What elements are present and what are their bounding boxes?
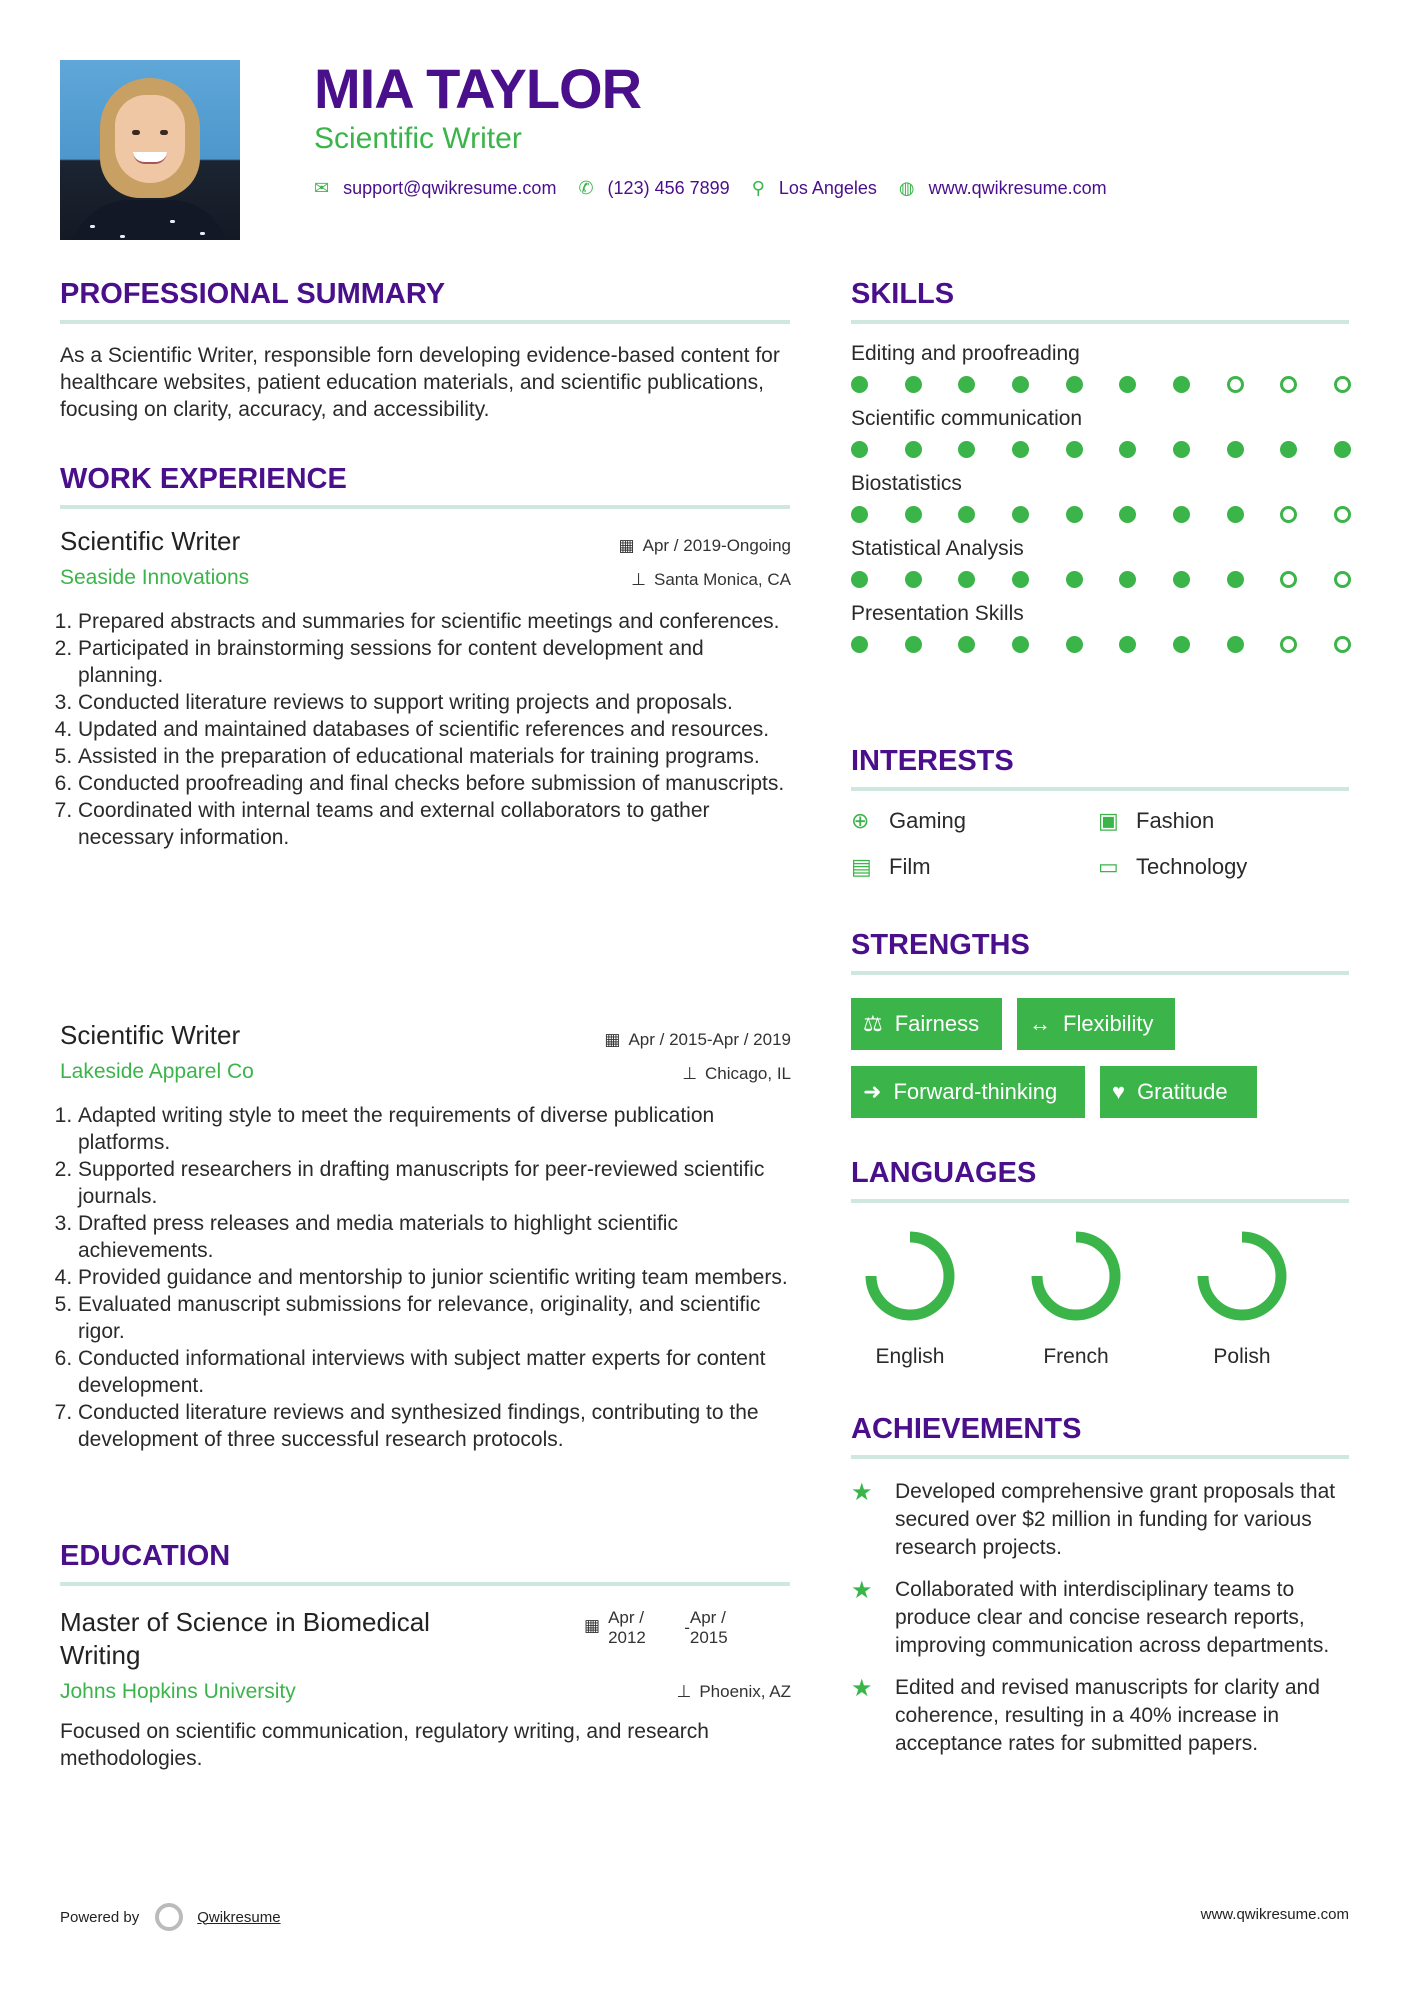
summary-text: As a Scientific Writer, responsible forn developing evidence-based content for healthcare websites, patient education materials, and scientific publications, focusing on clarity, accuracy, and accessibility.	[60, 344, 780, 421]
rating-dot-filled	[851, 571, 868, 588]
language-item	[1016, 1226, 1136, 1369]
contact-location: Los Angeles	[778, 178, 877, 198]
rating-dot-filled	[1227, 636, 1244, 653]
skill-rating	[851, 636, 1351, 653]
section-rule	[60, 320, 790, 324]
language-item	[1182, 1226, 1302, 1369]
list-item: 5. Assisted in the preparation of educational materials for training programs.	[78, 743, 790, 770]
calendar-icon: ▦	[584, 1616, 601, 1635]
rating-dot-filled	[851, 441, 868, 458]
section-rule	[851, 320, 1349, 324]
footer-site[interactable]: www.qwikresume.com	[1200, 1906, 1349, 1923]
skills-heading: SKILLS	[851, 278, 955, 310]
languages-heading: LANGUAGES	[851, 1157, 1037, 1189]
rating-dot-filled	[1173, 441, 1190, 458]
job-responsibilities	[60, 608, 790, 851]
arrow-right-icon: ➜	[863, 1079, 882, 1104]
scale-icon: ⚖	[863, 1011, 883, 1036]
job-date: ▦ Apr / 2019-Ongoing	[618, 536, 791, 555]
language-label: English	[875, 1345, 945, 1368]
list-item: 6. Conducted proofreading and final checks before submission of manuscripts.	[78, 770, 790, 797]
rating-dot-filled	[1227, 441, 1244, 458]
star-icon: ★	[851, 1675, 873, 1702]
rating-dot-empty	[1280, 636, 1297, 653]
pin-icon: ⊥	[676, 1682, 692, 1701]
list-item: 7. Coordinated with internal teams and external collaborators to gather necessary information.	[78, 797, 790, 851]
section-rule	[60, 1582, 790, 1586]
rating-dot-filled	[1066, 636, 1083, 653]
rating-dot-filled	[1119, 636, 1136, 653]
skills-list	[851, 342, 1351, 653]
interest-item: ▭ Technology	[1098, 854, 1248, 879]
rating-dot-filled	[958, 506, 975, 523]
section-rule	[851, 787, 1349, 791]
job-title: Scientific Writer	[60, 1020, 241, 1050]
rating-dot-filled	[905, 571, 922, 588]
skill-name: Presentation Skills	[851, 602, 1024, 625]
education-location: ⊥ Phoenix, AZ	[676, 1682, 791, 1701]
education-heading: EDUCATION	[60, 1540, 231, 1572]
rating-dot-empty	[1227, 376, 1244, 393]
interest-item: ▣ Fashion	[1098, 808, 1215, 833]
footer-brand-link[interactable]: Qwikresume	[197, 1908, 281, 1926]
language-level-arc	[1037, 1237, 1115, 1315]
star-icon: ★	[851, 1479, 873, 1506]
language-item	[850, 1226, 970, 1369]
list-item: 6. Conducted informational interviews with subject matter experts for content development.	[78, 1345, 790, 1399]
rating-dot-filled	[1173, 571, 1190, 588]
rating-dot-empty	[1334, 636, 1351, 653]
rating-dot-filled	[1173, 506, 1190, 523]
rating-dot-empty	[1280, 376, 1297, 393]
achievements-list	[851, 1478, 1351, 1758]
rating-dot-filled	[1119, 571, 1136, 588]
job-responsibilities	[60, 1102, 790, 1453]
rating-dot-filled	[851, 506, 868, 523]
shopping-bag-icon: ▣	[1098, 808, 1119, 833]
degree-title: Master of Science in Biomedical Writing	[60, 1607, 430, 1670]
rating-dot-filled	[1012, 506, 1029, 523]
skill-rating	[851, 571, 1351, 588]
list-item: 3. Drafted press releases and media materials to highlight scientific achievements.	[78, 1210, 790, 1264]
skill-name: Editing and proofreading	[851, 342, 1080, 365]
list-item: 4. Provided guidance and mentorship to junior scientific writing team members.	[78, 1264, 790, 1291]
rating-dot-filled	[1119, 376, 1136, 393]
rating-dot-filled	[1012, 571, 1029, 588]
job-company: Seaside Innovations	[60, 566, 250, 589]
list-item: 7. Conducted literature reviews and synthesized findings, contributing to the development of three successful research protocols.	[78, 1399, 790, 1453]
heart-icon: ♥	[1112, 1079, 1126, 1104]
job-title: Scientific Writer	[60, 526, 241, 556]
globe-icon: ◍	[898, 178, 915, 198]
rating-dot-filled	[1012, 441, 1029, 458]
rating-dot-filled	[851, 636, 868, 653]
list-item: 3. Conducted literature reviews to support writing projects and proposals.	[78, 689, 790, 716]
summary-heading: PROFESSIONAL SUMMARY	[60, 278, 446, 310]
interests-heading: INTERESTS	[851, 745, 1014, 777]
list-item: 2. Participated in brainstorming sessions for content development and planning.	[78, 635, 790, 689]
skill-rating	[851, 376, 1351, 393]
language-label: French	[1043, 1345, 1109, 1368]
qwikresume-logo-icon	[155, 1903, 183, 1931]
map-marker-icon: ⚲	[751, 178, 765, 198]
achievement-item: ★ Edited and revised manuscripts for clarity and coherence, resulting in a 40% increase in acceptance rates for submitted papers.	[851, 1674, 1351, 1758]
skill-name: Biostatistics	[851, 472, 962, 495]
rating-dot-filled	[1227, 506, 1244, 523]
achievement-item: ★ Collaborated with interdisciplinary teams to produce clear and concise research reports, improving communication across departments.	[851, 1576, 1351, 1660]
strength-chip: ♥ Gratitude	[1100, 1066, 1257, 1118]
film-icon: ▤	[851, 854, 872, 879]
rating-dot-filled	[1066, 506, 1083, 523]
rating-dot-filled	[1012, 636, 1029, 653]
arrows-horizontal-icon: ↔	[1029, 1011, 1051, 1036]
achievement-item: ★ Developed comprehensive grant proposals that secured over $2 million in funding for various research projects.	[851, 1478, 1351, 1562]
pin-icon: ⊥	[682, 1064, 697, 1083]
rating-dot-filled	[905, 441, 922, 458]
list-item: 1. Prepared abstracts and summaries for scientific meetings and conferences.	[78, 608, 790, 635]
interest-item: ⊕ Gaming	[851, 808, 967, 833]
language-ring	[1026, 1226, 1126, 1326]
rating-dot-empty	[1334, 506, 1351, 523]
profile-photo	[60, 60, 240, 240]
calendar-icon: ▦	[618, 536, 635, 555]
work-heading: WORK EXPERIENCE	[60, 463, 347, 495]
laptop-icon: ▭	[1098, 854, 1119, 879]
candidate-name: MIA TAYLOR	[314, 57, 642, 120]
section-rule	[60, 505, 790, 509]
rating-dot-filled	[1173, 376, 1190, 393]
strengths-heading: STRENGTHS	[851, 929, 1030, 961]
star-icon: ★	[851, 1577, 873, 1604]
rating-dot-filled	[1066, 571, 1083, 588]
list-item: 2. Supported researchers in drafting manuscripts for peer-reviewed scientific journals.	[78, 1156, 790, 1210]
list-item: 1. Adapted writing style to meet the requirements of diverse publication platforms.	[78, 1102, 790, 1156]
rating-dot-filled	[1012, 376, 1029, 393]
rating-dot-filled	[1066, 441, 1083, 458]
list-item: 4. Updated and maintained databases of scientific references and resources.	[78, 716, 790, 743]
language-level-arc	[1203, 1237, 1281, 1315]
rating-dot-empty	[1280, 506, 1297, 523]
rating-dot-filled	[1119, 506, 1136, 523]
rating-dot-filled	[905, 506, 922, 523]
list-item: 5. Evaluated manuscript submissions for relevance, originality, and scientific rigor.	[78, 1291, 790, 1345]
section-rule	[851, 971, 1349, 975]
language-level-arc	[871, 1237, 949, 1315]
job-location: ⊥ Chicago, IL	[682, 1064, 791, 1083]
section-rule	[851, 1199, 1349, 1203]
contact-email[interactable]: support@qwikresume.com	[343, 178, 557, 198]
skill-rating	[851, 506, 1351, 523]
achievements-heading: ACHIEVEMENTS	[851, 1413, 1082, 1445]
contact-phone[interactable]: (123) 456 7899	[607, 178, 730, 198]
contact-website[interactable]: www.qwikresume.com	[928, 178, 1107, 198]
envelope-icon: ✉	[314, 178, 330, 198]
interest-item: ▤ Film	[851, 854, 931, 879]
candidate-title: Scientific Writer	[314, 122, 522, 155]
rating-dot-filled	[1227, 571, 1244, 588]
language-label: Polish	[1213, 1345, 1271, 1368]
school-name: Johns Hopkins University	[60, 1680, 296, 1703]
footer-powered: Powered by Qwikresume	[60, 1903, 281, 1931]
rating-dot-filled	[958, 376, 975, 393]
rating-dot-filled	[905, 376, 922, 393]
rating-dot-filled	[1119, 441, 1136, 458]
rating-dot-filled	[851, 376, 868, 393]
strength-chip: ⚖ Fairness	[851, 998, 1002, 1050]
rating-dot-filled	[958, 571, 975, 588]
phone-icon: ✆	[578, 178, 594, 198]
rating-dot-empty	[1280, 571, 1297, 588]
strength-chip: ↔ Flexibility	[1017, 998, 1175, 1050]
rating-dot-filled	[905, 636, 922, 653]
calendar-icon: ▦	[604, 1030, 621, 1049]
language-ring	[1192, 1226, 1292, 1326]
job-company: Lakeside Apparel Co	[60, 1060, 254, 1083]
rating-dot-filled	[1173, 636, 1190, 653]
rating-dot-empty	[1334, 376, 1351, 393]
education-text: Focused on scientific communication, regulatory writing, and research methodologies.	[60, 1720, 709, 1770]
rating-dot-empty	[1334, 571, 1351, 588]
strength-chip: ➜ Forward-thinking	[851, 1066, 1085, 1118]
job-location: ⊥ Santa Monica, CA	[631, 570, 791, 589]
education-dates: ▦ Apr / 2012 - Apr / 2015	[584, 1608, 728, 1647]
contact-bar	[314, 178, 1129, 199]
job-date: ▦ Apr / 2015-Apr / 2019	[604, 1030, 791, 1049]
gamepad-icon: ⊕	[851, 808, 870, 833]
section-rule	[851, 1455, 1349, 1459]
language-ring	[860, 1226, 960, 1326]
rating-dot-filled	[1066, 376, 1083, 393]
rating-dot-filled	[1334, 441, 1351, 458]
skill-name: Scientific communication	[851, 407, 1083, 430]
rating-dot-filled	[1280, 441, 1297, 458]
pin-icon: ⊥	[631, 570, 646, 589]
rating-dot-filled	[958, 441, 975, 458]
skill-rating	[851, 441, 1351, 458]
rating-dot-filled	[958, 636, 975, 653]
skill-name: Statistical Analysis	[851, 537, 1024, 560]
